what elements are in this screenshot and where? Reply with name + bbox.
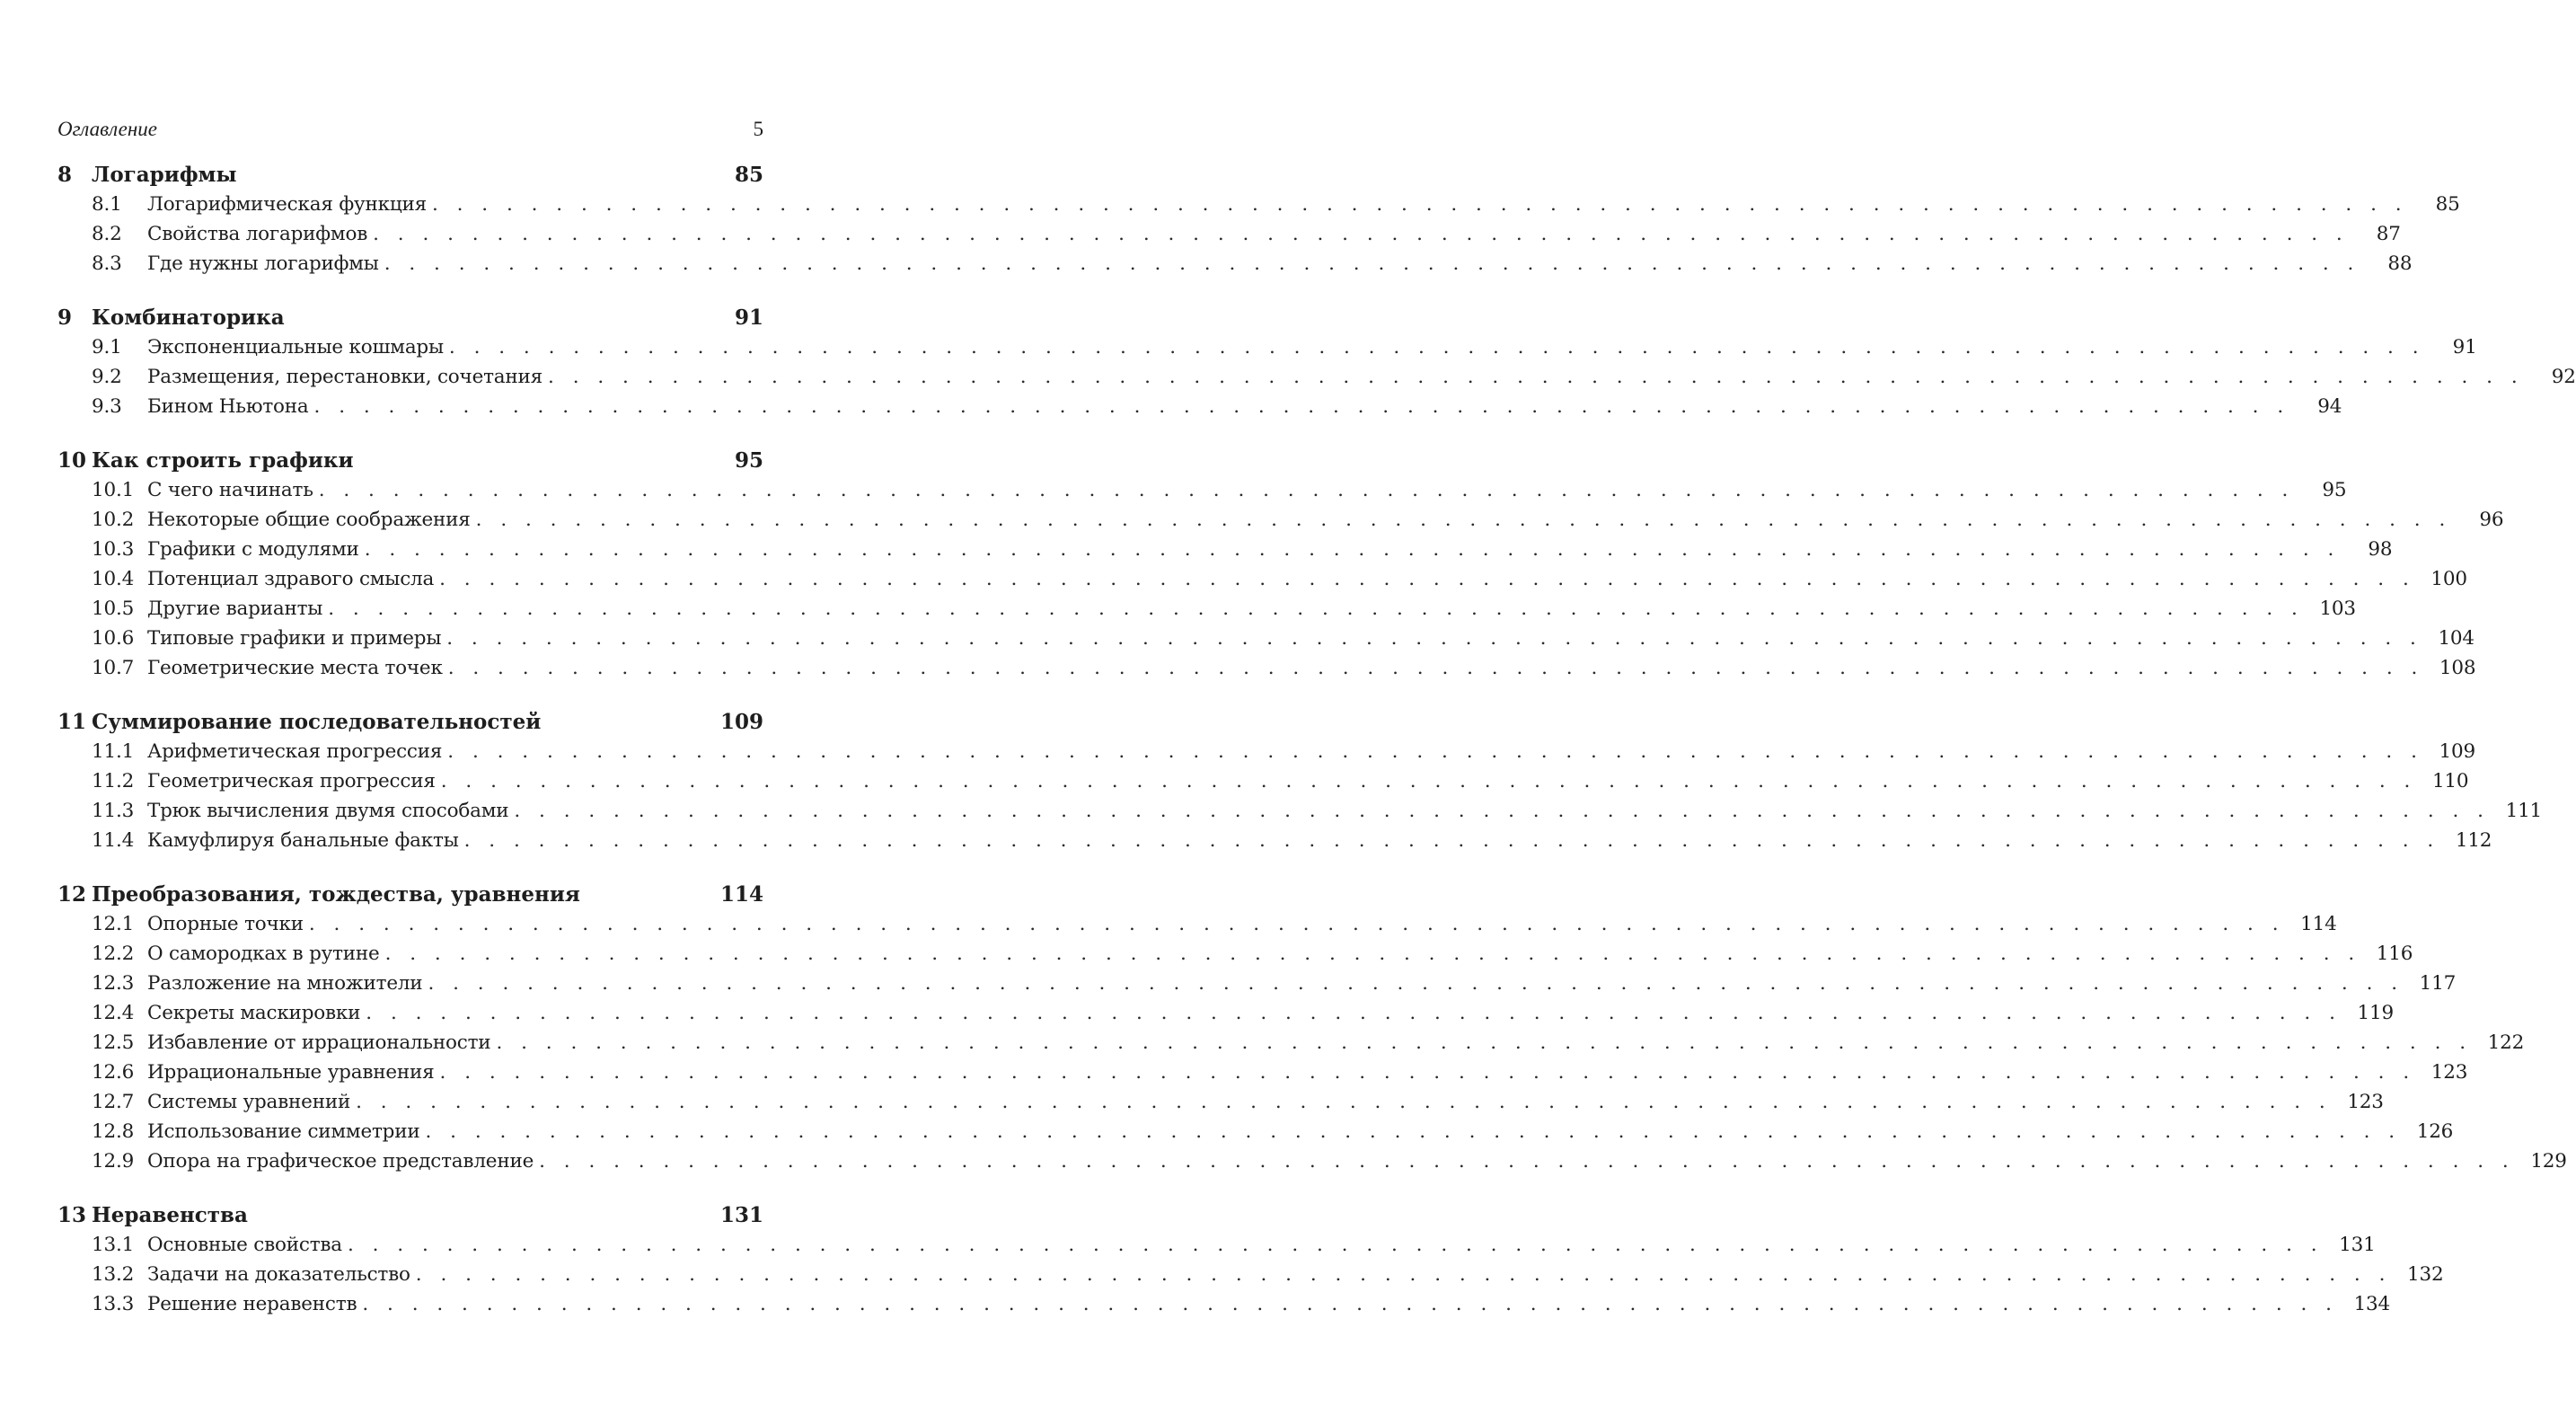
- chapter-page-number: 91: [734, 305, 763, 330]
- dot-leader: . . . . . . . . . . . . . . . . . . . . . . . . . . . . . . . . . . . . . . . . . . . . . . . . . . . . . . . . . . . . . . . . . . . . . . . . . . . . . . . .: [384, 943, 2361, 965]
- section-page-number: 103: [2319, 597, 2356, 620]
- section-page-number: 85: [2435, 193, 2460, 216]
- toc-chapter: [57, 305, 2576, 425]
- chapter-page-number: 95: [734, 448, 763, 473]
- section-page-number: 109: [2439, 740, 2475, 763]
- dot-leader: . . . . . . . . . . . . . . . . . . . . . . . . . . . . . . . . . . . . . . . . . . . . . . . . . . . . . . . . . . . . . . . . . . . . . . . . . . . . . . . .: [313, 395, 2290, 418]
- dot-leader: . . . . . . . . . . . . . . . . . . . . . . . . . . . . . . . . . . . . . . . . . . . . . . . . . . . . . . . . . . . . . . . . . . . . . . . . . . . . . . . .: [425, 1120, 2402, 1143]
- section-number: 12.4: [92, 1002, 135, 1024]
- dot-leader: . . . . . . . . . . . . . . . . . . . . . . . . . . . . . . . . . . . . . . . . . . . . . . . . . . . . . . . . . . . . . . . . . . . . . . . . . . . . . . . .: [362, 1293, 2339, 1315]
- chapter-number: 10: [57, 448, 87, 473]
- section-number: 10.1: [92, 479, 135, 501]
- toc-chapter-entry[interactable]: [57, 448, 763, 479]
- dot-leader: . . . . . . . . . . . . . . . . . . . . . . . . . . . . . . . . . . . . . . . . . . . . . . . . . . . . . . . . . . . . . . . . . . . . . . . . . . . . . . . .: [548, 366, 2524, 388]
- section-number: 8.2: [92, 223, 122, 245]
- dot-leader: . . . . . . . . . . . . . . . . . . . . . . . . . . . . . . . . . . . . . . . . . . . . . . . . . . . . . . . . . . . . . . . . . . . . . . . . . . . . . . . .: [539, 1150, 2515, 1173]
- dot-leader: . . . . . . . . . . . . . . . . . . . . . . . . . . . . . . . . . . . . . . . . . . . . . . . . . . . . . . . . . . . . . . . . . . . . . . . . . . . . . . . .: [428, 972, 2404, 995]
- dot-leader: . . . . . . . . . . . . . . . . . . . . . . . . . . . . . . . . . . . . . . . . . . . . . . . . . . . . . . . . . . . . . . . . . . . . . . . . . . . . . . . .: [373, 223, 2349, 245]
- toc-section-entry[interactable]: [57, 913, 2337, 943]
- section-number: 12.5: [92, 1031, 135, 1054]
- chapter-number: 12: [57, 882, 87, 907]
- chapter-title: Преобразования, тождества, уравнения: [92, 882, 580, 907]
- dot-leader: . . . . . . . . . . . . . . . . . . . . . . . . . . . . . . . . . . . . . . . . . . . . . . . . . . . . . . . . . . . . . . . . . . . . . . . . . . . . . . . .: [384, 252, 2360, 275]
- toc-section-entry[interactable]: [57, 336, 2477, 366]
- section-title: Опорные точки: [147, 913, 304, 935]
- chapter-page-number: 109: [719, 710, 763, 734]
- section-number: 9.3: [92, 395, 122, 418]
- chapter-page-number: 131: [719, 1203, 763, 1227]
- toc-section-entry[interactable]: [57, 538, 2393, 568]
- dot-leader: . . . . . . . . . . . . . . . . . . . . . . . . . . . . . . . . . . . . . . . . . . . . . . . . . . . . . . . . . . . . . . . . . . . . . . . . . . . . . . . .: [439, 568, 2415, 590]
- section-number: 10.3: [92, 538, 135, 561]
- toc-section-entry[interactable]: [57, 829, 2492, 859]
- section-title: Системы уравнений: [147, 1091, 351, 1113]
- toc-section-entry[interactable]: [57, 627, 2475, 657]
- section-title: Бином Ньютона: [147, 395, 309, 418]
- section-title: Геометрические места точек: [147, 657, 443, 679]
- running-head: [57, 118, 763, 141]
- toc-chapter: [57, 163, 2460, 282]
- toc-section-entry[interactable]: [57, 657, 2476, 686]
- toc-section-entry[interactable]: [57, 1293, 2391, 1323]
- chapter-title: Логарифмы: [92, 163, 237, 187]
- section-title: Потенциал здравого смысла: [147, 568, 435, 590]
- dot-leader: . . . . . . . . . . . . . . . . . . . . . . . . . . . . . . . . . . . . . . . . . . . . . . . . . . . . . . . . . . . . . . . . . . . . . . . . . . . . . . . .: [496, 1031, 2473, 1054]
- toc-section-entry[interactable]: [57, 740, 2475, 770]
- page-number: 5: [753, 118, 763, 140]
- toc-section-entry[interactable]: [57, 1091, 2384, 1120]
- section-title: Графики с модулями: [147, 538, 359, 561]
- chapter-number: 11: [57, 710, 87, 734]
- section-page-number: 117: [2419, 972, 2457, 995]
- section-title: Геометрическая прогрессия: [147, 770, 436, 792]
- section-number: 11.3: [92, 800, 135, 822]
- section-title: Опора на графическое представление: [147, 1150, 534, 1173]
- section-number: 12.9: [92, 1150, 135, 1173]
- section-number: 8.1: [92, 193, 122, 216]
- dot-leader: . . . . . . . . . . . . . . . . . . . . . . . . . . . . . . . . . . . . . . . . . . . . . . . . . . . . . . . . . . . . . . . . . . . . . . . . . . . . . . . .: [439, 1061, 2416, 1084]
- section-number: 13.3: [92, 1293, 135, 1315]
- section-title: Избавление от иррациональности: [147, 1031, 491, 1054]
- dot-leader: . . . . . . . . . . . . . . . . . . . . . . . . . . . . . . . . . . . . . . . . . . . . . . . . . . . . . . . . . . . . . . . . . . . . . . . . . . . . . . . .: [366, 1002, 2342, 1024]
- toc-chapter-entry[interactable]: [57, 1203, 763, 1234]
- section-title: Свойства логарифмов: [147, 223, 368, 245]
- section-page-number: 104: [2438, 627, 2475, 650]
- section-number: 11.2: [92, 770, 135, 792]
- chapter-number: 13: [57, 1203, 87, 1227]
- dot-leader: . . . . . . . . . . . . . . . . . . . . . . . . . . . . . . . . . . . . . . . . . . . . . . . . . . . . . . . . . . . . . . . . . . . . . . . . . . . . . . . .: [308, 913, 2285, 935]
- section-number: 10.4: [92, 568, 135, 590]
- table-of-contents: [57, 163, 2576, 1346]
- section-number: 13.1: [92, 1234, 135, 1256]
- section-page-number: 96: [2479, 509, 2504, 531]
- section-page-number: 114: [2300, 913, 2337, 935]
- chapter-title: Суммирование последовательностей: [92, 710, 542, 734]
- section-title: Логарифмическая функция: [147, 193, 427, 216]
- section-title: Основные свойства: [147, 1234, 342, 1256]
- section-page-number: 119: [2357, 1002, 2394, 1024]
- section-number: 12.2: [92, 943, 135, 965]
- toc-section-entry[interactable]: [57, 597, 2356, 627]
- section-page-number: 92: [2551, 366, 2576, 388]
- section-title: Трюк вычисления двумя способами: [147, 800, 509, 822]
- toc-section-entry[interactable]: [57, 223, 2401, 252]
- section-page-number: 100: [2430, 568, 2467, 590]
- toc-section-entry[interactable]: [57, 1031, 2525, 1061]
- toc-chapter-entry[interactable]: [57, 305, 763, 336]
- section-page-number: 94: [2317, 395, 2342, 418]
- section-number: 9.1: [92, 336, 122, 358]
- section-number: 12.8: [92, 1120, 135, 1143]
- toc-section-entry[interactable]: [57, 479, 2347, 509]
- section-page-number: 129: [2530, 1150, 2567, 1173]
- dot-leader: . . . . . . . . . . . . . . . . . . . . . . . . . . . . . . . . . . . . . . . . . . . . . . . . . . . . . . . . . . . . . . . . . . . . . . . . . . . . . . . .: [475, 509, 2452, 531]
- chapter-page-number: 85: [734, 163, 763, 187]
- toc-section-entry[interactable]: [57, 252, 2413, 282]
- section-page-number: 134: [2353, 1293, 2391, 1315]
- toc-section-entry[interactable]: [57, 1150, 2567, 1180]
- section-page-number: 88: [2387, 252, 2413, 275]
- dot-leader: . . . . . . . . . . . . . . . . . . . . . . . . . . . . . . . . . . . . . . . . . . . . . . . . . . . . . . . . . . . . . . . . . . . . . . . . . . . . . . . .: [447, 657, 2424, 679]
- chapter-page-number: 114: [719, 882, 763, 907]
- toc-chapter: [57, 1203, 2444, 1323]
- toc-chapter: [57, 710, 2543, 859]
- chapter-number: 8: [57, 163, 73, 187]
- toc-section-entry[interactable]: [57, 1061, 2468, 1091]
- dot-leader: . . . . . . . . . . . . . . . . . . . . . . . . . . . . . . . . . . . . . . . . . . . . . . . . . . . . . . . . . . . . . . . . . . . . . . . . . . . . . . . .: [446, 627, 2422, 650]
- section-title: Секреты маскировки: [147, 1002, 361, 1024]
- dot-leader: . . . . . . . . . . . . . . . . . . . . . . . . . . . . . . . . . . . . . . . . . . . . . . . . . . . . . . . . . . . . . . . . . . . . . . . . . . . . . . . .: [514, 800, 2491, 822]
- dot-leader: . . . . . . . . . . . . . . . . . . . . . . . . . . . . . . . . . . . . . . . . . . . . . . . . . . . . . . . . . . . . . . . . . . . . . . . . . . . . . . . .: [463, 829, 2440, 852]
- section-title: С чего начинать: [147, 479, 313, 501]
- section-title: Некоторые общие соображения: [147, 509, 471, 531]
- chapter-title: Как строить графики: [92, 448, 354, 473]
- section-page-number: 110: [2431, 770, 2469, 792]
- dot-leader: . . . . . . . . . . . . . . . . . . . . . . . . . . . . . . . . . . . . . . . . . . . . . . . . . . . . . . . . . . . . . . . . . . . . . . . . . . . . . . . .: [447, 740, 2423, 763]
- section-number: 13.2: [92, 1263, 135, 1286]
- toc-section-entry[interactable]: [57, 193, 2460, 223]
- toc-section-entry[interactable]: [57, 395, 2342, 425]
- toc-section-entry[interactable]: [57, 1263, 2444, 1293]
- section-page-number: 126: [2416, 1120, 2454, 1143]
- section-number: 12.7: [92, 1091, 135, 1113]
- toc-section-entry[interactable]: [57, 1234, 2376, 1263]
- toc-section-entry[interactable]: [57, 943, 2413, 972]
- section-page-number: 111: [2505, 800, 2543, 822]
- chapter-title: Комбинаторика: [92, 305, 285, 330]
- section-number: 12.6: [92, 1061, 135, 1084]
- section-number: 12.3: [92, 972, 135, 995]
- toc-chapter: [57, 882, 2567, 1180]
- section-page-number: 122: [2487, 1031, 2525, 1054]
- section-title: Иррациональные уравнения: [147, 1061, 435, 1084]
- section-title: Камуфлируя банальные факты: [147, 829, 459, 852]
- toc-section-entry[interactable]: [57, 366, 2576, 395]
- toc-section-entry[interactable]: [57, 770, 2469, 800]
- section-number: 12.1: [92, 913, 135, 935]
- section-number: 10.7: [92, 657, 135, 679]
- toc-chapter-entry[interactable]: [57, 163, 763, 193]
- section-title: Арифметическая прогрессия: [147, 740, 443, 763]
- section-page-number: 116: [2376, 943, 2413, 965]
- toc-section-entry[interactable]: [57, 1120, 2454, 1150]
- running-head-title: Оглавление: [57, 118, 158, 140]
- section-number: 11.4: [92, 829, 135, 852]
- dot-leader: . . . . . . . . . . . . . . . . . . . . . . . . . . . . . . . . . . . . . . . . . . . . . . . . . . . . . . . . . . . . . . . . . . . . . . . . . . . . . . . .: [448, 336, 2425, 358]
- toc-section-entry[interactable]: [57, 1002, 2394, 1031]
- section-number: 10.2: [92, 509, 135, 531]
- section-number: 10.6: [92, 627, 135, 650]
- section-page-number: 87: [2376, 223, 2401, 245]
- chapter-number: 9: [57, 305, 73, 330]
- dot-leader: . . . . . . . . . . . . . . . . . . . . . . . . . . . . . . . . . . . . . . . . . . . . . . . . . . . . . . . . . . . . . . . . . . . . . . . . . . . . . . . .: [328, 597, 2304, 620]
- section-page-number: 123: [2430, 1061, 2468, 1084]
- dot-leader: . . . . . . . . . . . . . . . . . . . . . . . . . . . . . . . . . . . . . . . . . . . . . . . . . . . . . . . . . . . . . . . . . . . . . . . . . . . . . . . .: [415, 1263, 2392, 1286]
- section-page-number: 131: [2339, 1234, 2376, 1256]
- section-title: Размещения, перестановки, сочетания: [147, 366, 543, 388]
- toc-section-entry[interactable]: [57, 509, 2504, 538]
- chapter-title: Неравенства: [92, 1203, 248, 1227]
- toc-section-entry[interactable]: [57, 568, 2467, 597]
- section-number: 9.2: [92, 366, 122, 388]
- dot-leader: . . . . . . . . . . . . . . . . . . . . . . . . . . . . . . . . . . . . . . . . . . . . . . . . . . . . . . . . . . . . . . . . . . . . . . . . . . . . . . . .: [440, 770, 2417, 792]
- section-title: Другие варианты: [147, 597, 323, 620]
- dot-leader: . . . . . . . . . . . . . . . . . . . . . . . . . . . . . . . . . . . . . . . . . . . . . . . . . . . . . . . . . . . . . . . . . . . . . . . . . . . . . . . .: [364, 538, 2341, 561]
- section-title: Решение неравенств: [147, 1293, 357, 1315]
- section-title: Где нужны логарифмы: [147, 252, 379, 275]
- dot-leader: . . . . . . . . . . . . . . . . . . . . . . . . . . . . . . . . . . . . . . . . . . . . . . . . . . . . . . . . . . . . . . . . . . . . . . . . . . . . . . . .: [431, 193, 2408, 216]
- section-page-number: 123: [2347, 1091, 2384, 1113]
- toc-chapter-entry[interactable]: [57, 882, 763, 913]
- section-title: Экспоненциальные кошмары: [147, 336, 444, 358]
- section-number: 10.5: [92, 597, 135, 620]
- dot-leader: . . . . . . . . . . . . . . . . . . . . . . . . . . . . . . . . . . . . . . . . . . . . . . . . . . . . . . . . . . . . . . . . . . . . . . . . . . . . . . . .: [347, 1234, 2324, 1256]
- toc-section-entry[interactable]: [57, 800, 2543, 829]
- toc-section-entry[interactable]: [57, 972, 2457, 1002]
- section-title: Разложение на множители: [147, 972, 423, 995]
- toc-chapter-entry[interactable]: [57, 710, 763, 740]
- section-page-number: 132: [2407, 1263, 2444, 1286]
- section-title: Задачи на доказательство: [147, 1263, 410, 1286]
- section-page-number: 108: [2439, 657, 2476, 679]
- section-number: 11.1: [92, 740, 135, 763]
- section-number: 8.3: [92, 252, 122, 275]
- toc-chapter: [57, 448, 2504, 686]
- section-page-number: 95: [2322, 479, 2347, 501]
- section-page-number: 98: [2368, 538, 2393, 561]
- section-title: Использование симметрии: [147, 1120, 420, 1143]
- dot-leader: . . . . . . . . . . . . . . . . . . . . . . . . . . . . . . . . . . . . . . . . . . . . . . . . . . . . . . . . . . . . . . . . . . . . . . . . . . . . . . . .: [318, 479, 2295, 501]
- section-page-number: 91: [2452, 336, 2477, 358]
- dot-leader: . . . . . . . . . . . . . . . . . . . . . . . . . . . . . . . . . . . . . . . . . . . . . . . . . . . . . . . . . . . . . . . . . . . . . . . . . . . . . . . .: [356, 1091, 2332, 1113]
- section-title: О самородках в рутине: [147, 943, 380, 965]
- section-title: Типовые графики и примеры: [147, 627, 442, 650]
- section-page-number: 112: [2455, 829, 2492, 852]
